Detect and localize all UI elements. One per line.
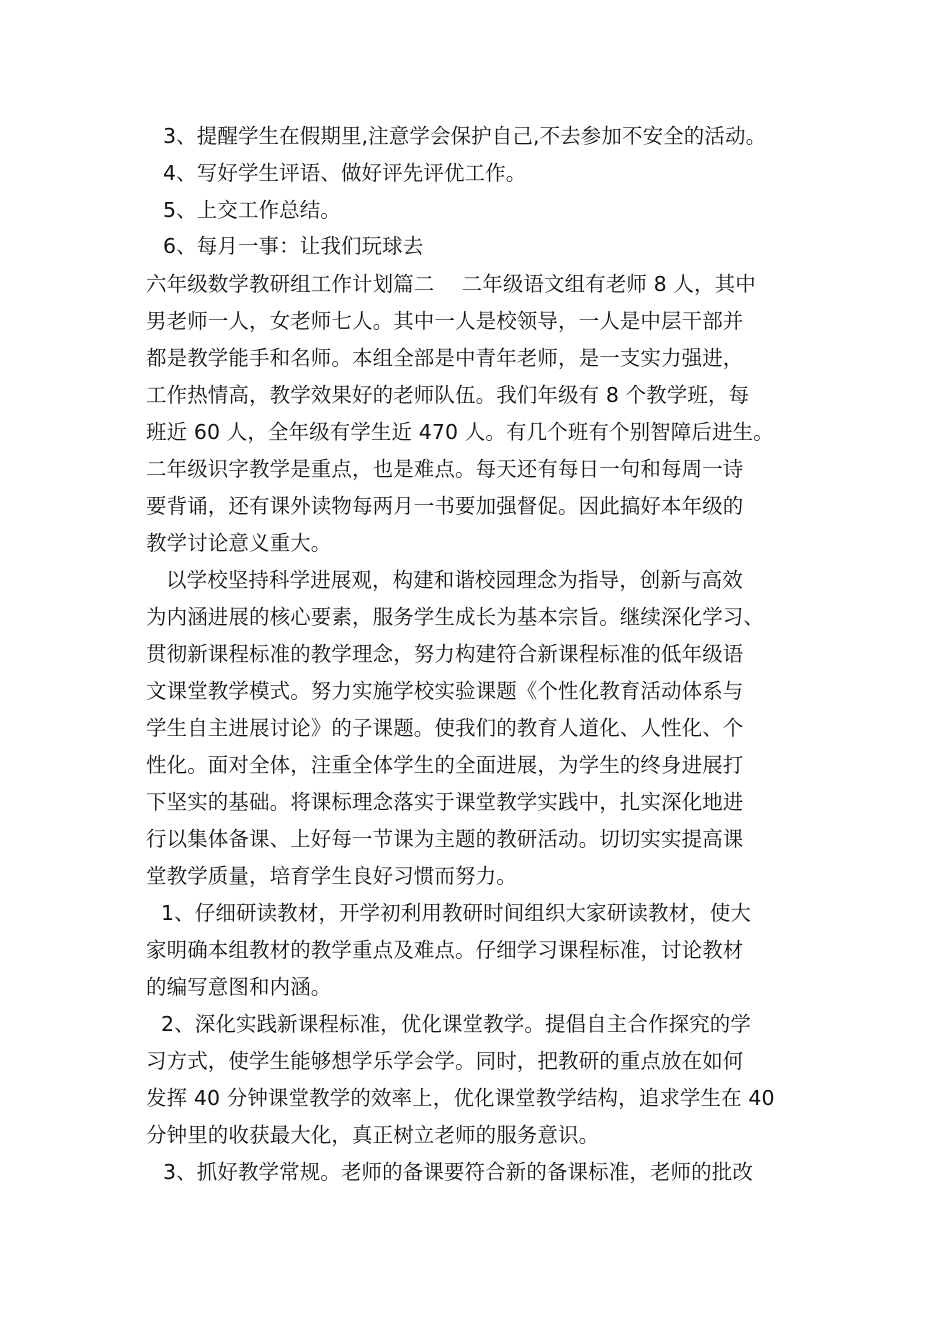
text-line: 下坚实的基础。将课标理念落实于课堂教学实践中，扎实深化地进 bbox=[146, 790, 744, 814]
text-line: 性化。面对全体，注重全体学生的全面进展，为学生的终身进展打 bbox=[146, 753, 744, 777]
text-line: 发挥 40 分钟课堂教学的效率上，优化课堂教学结构，追求学生在 40 bbox=[146, 1086, 775, 1110]
text-line: 习方式，使学生能够想学乐学会学。同时，把教研的重点放在如何 bbox=[146, 1049, 744, 1073]
text-line: 教学讨论意义重大。 bbox=[146, 531, 332, 555]
text-line: 行以集体备课、上好每一节课为主题的教研活动。切切实实提高课 bbox=[146, 827, 744, 851]
text-line: 为内涵进展的核心要素，服务学生成长为基本宗旨。继续深化学习、 bbox=[146, 605, 764, 629]
text-line: 男老师一人，女老师七人。其中一人是校领导，一人是中层干部并 bbox=[146, 309, 744, 333]
text-line: 班近 60 人，全年级有学生近 470 人。有几个班有个别智障后进生。 bbox=[146, 420, 774, 444]
text-line: 文课堂教学模式。努力实施学校实验课题《个性化教育活动体系与 bbox=[146, 679, 744, 703]
text-line: 都是教学能手和名师。本组全部是中青年老师，是一支实力强进， bbox=[146, 346, 744, 370]
text-line: 4、写好学生评语、做好评先评优工作。 bbox=[163, 161, 527, 185]
text-line: 3、抓好教学常规。老师的备课要符合新的备课标准，老师的批改 bbox=[163, 1160, 753, 1184]
text-line: 5、上交工作总结。 bbox=[163, 198, 341, 222]
text-line: 堂教学质量，培育学生良好习惯而努力。 bbox=[146, 864, 517, 888]
text-line: 学生自主进展讨论》的子课题。使我们的教育人道化、人性化、个 bbox=[146, 716, 744, 740]
text-line: 6、每月一事：让我们玩球去 bbox=[163, 234, 424, 258]
text-line: 1、仔细研读教材，开学初利用教研时间组织大家研读教材，使大 bbox=[161, 901, 751, 925]
text-line: 二年级识字教学是重点，也是难点。每天还有每日一句和每周一诗 bbox=[146, 457, 744, 481]
text-line: 家明确本组教材的教学重点及难点。仔细学习课程标准，讨论教材 bbox=[146, 938, 744, 962]
text-line: 六年级数学教研组工作计划篇二 二年级语文组有老师 8 人，其中 bbox=[146, 272, 756, 296]
text-line: 要背诵，还有课外读物每两月一书要加强督促。因此搞好本年级的 bbox=[146, 494, 744, 518]
text-line: 2、深化实践新课程标准，优化课堂教学。提倡自主合作探究的学 bbox=[161, 1012, 751, 1036]
text-line: 的编写意图和内涵。 bbox=[146, 975, 332, 999]
text-line: 以学校坚持科学进展观，构建和谐校园理念为指导，创新与高效 bbox=[166, 568, 743, 592]
text-line: 分钟里的收获最大化，真正树立老师的服务意识。 bbox=[146, 1123, 600, 1147]
text-line: 工作热情高，教学效果好的老师队伍。我们年级有 8 个教学班，每 bbox=[146, 383, 750, 407]
text-line: 3、提醒学生在假期里,注意学会保护自己,不去参加不安全的活动。 bbox=[163, 124, 767, 148]
text-line: 贯彻新课程标准的教学理念，努力构建符合新课程标准的低年级语 bbox=[146, 642, 744, 666]
